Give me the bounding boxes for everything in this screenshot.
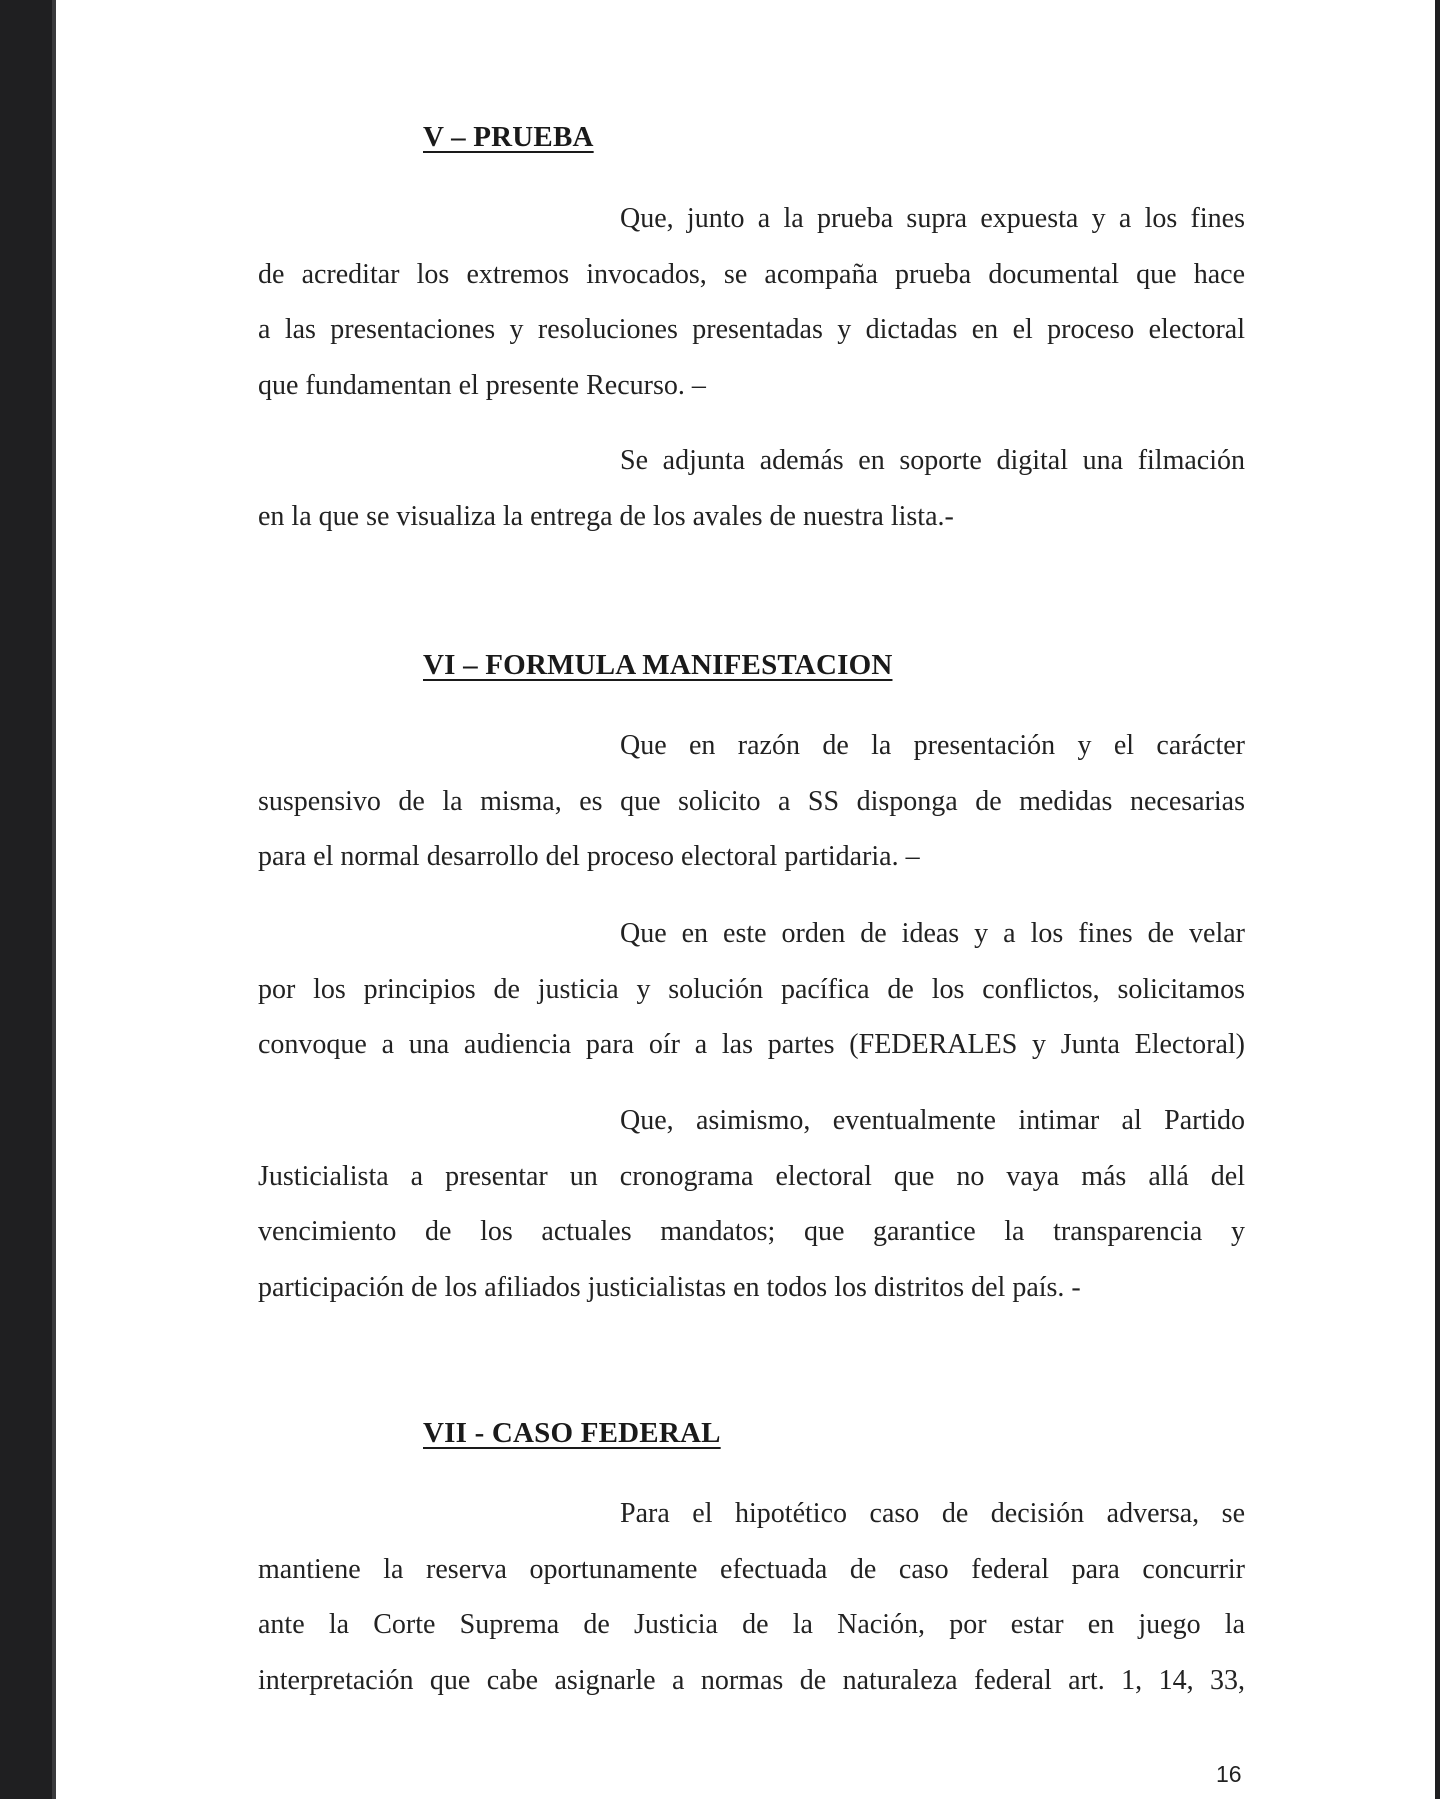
text-line: Que, junto a la prueba supra expuesta y a los fines <box>620 203 1245 234</box>
text-line: Que, asimismo, eventualmente intimar al Partido <box>620 1105 1245 1136</box>
text-line: mantiene la reserva oportunamente efectuada de caso federal para concurrir <box>258 1553 1245 1585</box>
text-line: Que en razón de la presentación y el carácter <box>620 730 1245 761</box>
paragraph-prueba-2 <box>258 433 1245 544</box>
paragraph-prueba-1 <box>258 191 1245 413</box>
text-line: ante la Corte Suprema de Justicia de la Nación, por estar en juego la <box>258 1609 1245 1640</box>
text-line: convoque a una audiencia para oír a las partes (FEDERALES y Junta Electoral) <box>258 1029 1245 1060</box>
text-line: interpretación que cabe asignarle a normas de naturaleza federal art. 1, 14, 33, <box>258 1664 1245 1696</box>
text-line: a las presentaciones y resoluciones presentadas y dictadas en el proceso electoral <box>258 314 1245 345</box>
text-line: en la que se visualiza la entrega de los avales de nuestra lista.- <box>258 500 954 532</box>
paragraph-manifestacion-1 <box>258 718 1245 885</box>
text-line: Para el hipotético caso de decisión adversa, se <box>620 1498 1245 1529</box>
text-line: que fundamentan el presente Recurso. – <box>258 369 706 401</box>
paragraph-caso-federal-1 <box>258 1486 1245 1708</box>
text-line: participación de los afiliados justicialistas en todos los distritos del país. - <box>258 1271 1081 1303</box>
section-heading-caso-federal: VII - CASO FEDERAL <box>423 1417 721 1449</box>
section-heading-prueba: V – PRUEBA <box>423 121 594 153</box>
text-line: Se adjunta además en soporte digital una filmación <box>620 445 1245 476</box>
text-line: Que en este orden de ideas y a los fines de velar <box>620 918 1245 949</box>
text-line: suspensivo de la misma, es que solicito a SS disponga de medidas necesarias <box>258 785 1245 817</box>
text-line: para el normal desarrollo del proceso electoral partidaria. – <box>258 841 920 872</box>
text-line: Justicialista a presentar un cronograma electoral que no vaya más allá del <box>258 1160 1245 1192</box>
text-line: de acreditar los extremos invocados, se acompaña prueba documental que hace <box>258 258 1245 290</box>
text-line: vencimiento de los actuales mandatos; que garantice la transparencia y <box>258 1216 1245 1247</box>
section-heading-formula-manifestacion: VI – FORMULA MANIFESTACION <box>423 649 893 681</box>
paragraph-manifestacion-2 <box>258 906 1245 1073</box>
text-line: por los principios de justicia y solución pacífica de los conflictos, solicitamos <box>258 973 1245 1005</box>
page-number: 16 <box>1216 1761 1242 1787</box>
paragraph-manifestacion-3 <box>258 1093 1245 1315</box>
